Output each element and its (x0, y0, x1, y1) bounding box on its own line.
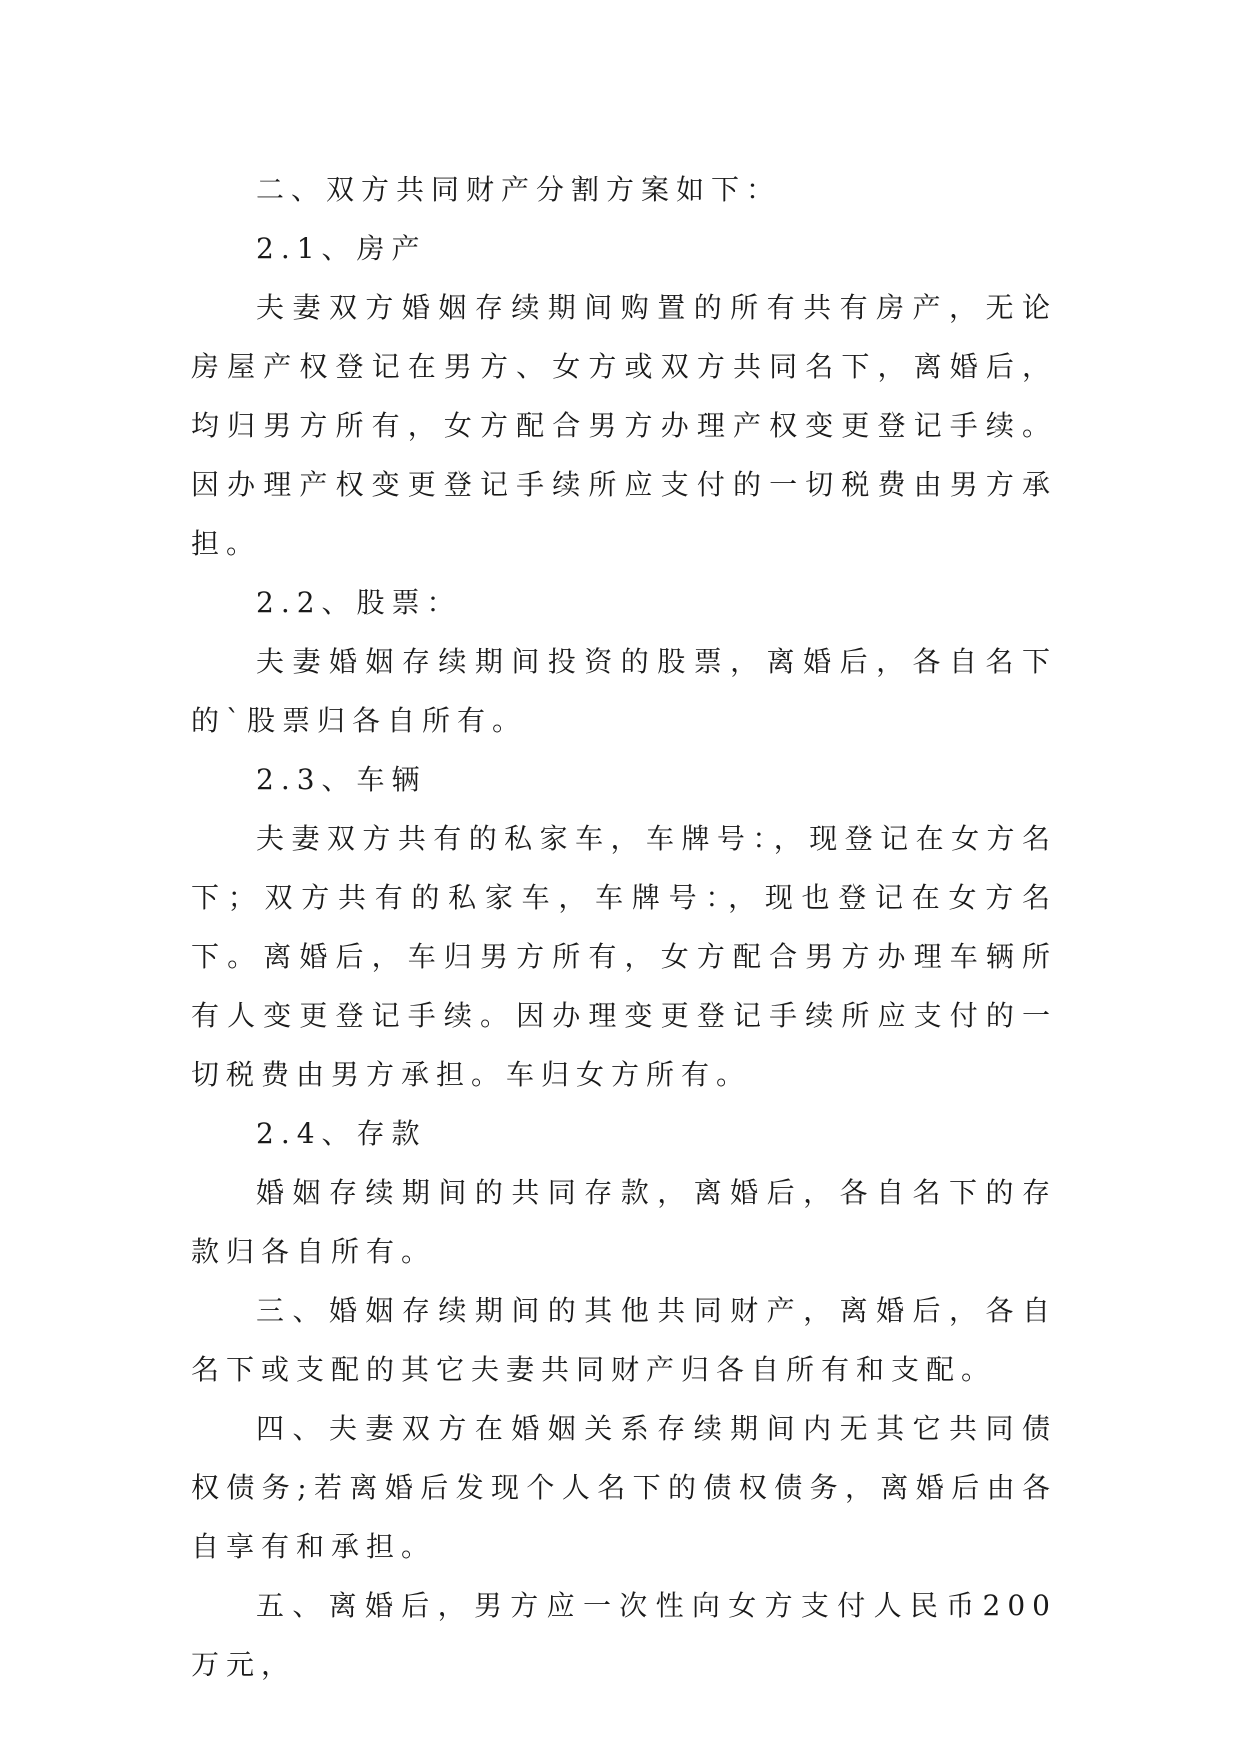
subheading-real-estate: 2.1、房产 (256, 232, 427, 265)
paragraph-real-estate: 夫妻双方婚姻存续期间购置的所有共有房产，无论房屋产权登记在男方、女方或双方共同名下，离婚后，均归男方所有，女方配合男方办理产权变更登记手续。因办理产权变更登记手续所应支付的一切税费由男方承担。 (191, 291, 1057, 560)
section-three-other-property: 三、婚姻存续期间的其他共同财产，离婚后，各自名下或支配的其它夫妻共同财产归各自所有和支配。 (191, 1294, 1057, 1386)
section-four-debts: 四、夫妻双方在婚姻关系存续期间内无其它共同债权债务;若离婚后发现个人名下的债权债务，离婚后由各自享有和承担。 (191, 1412, 1057, 1563)
section-five-payment: 五、离婚后，男方应一次性向女方支付人民币200万元， (191, 1589, 1057, 1681)
section-heading-property-division: 二、双方共同财产分割方案如下： (256, 173, 782, 206)
paragraph-stocks: 夫妻婚姻存续期间投资的股票，离婚后，各自名下的`股票归各自所有。 (191, 645, 1057, 737)
subheading-deposits: 2.4、存款 (256, 1117, 427, 1150)
subheading-stocks: 2.2、股票： (256, 586, 462, 619)
paragraph-deposits: 婚姻存续期间的共同存款，离婚后，各自名下的存款归各自所有。 (191, 1176, 1057, 1268)
paragraph-vehicles: 夫妻双方共有的私家车，车牌号：，现登记在女方名下；双方共有的私家车，车牌号：，现也登记在女方名下。离婚后，车归男方所有，女方配合男方办理车辆所有人变更登记手续。因办理变更登记手续所应支付的一切税费由男方承担。车归女方所有。 (191, 822, 1057, 1091)
document-body (191, 160, 1057, 1694)
subheading-vehicles: 2.3、车辆 (256, 763, 427, 796)
